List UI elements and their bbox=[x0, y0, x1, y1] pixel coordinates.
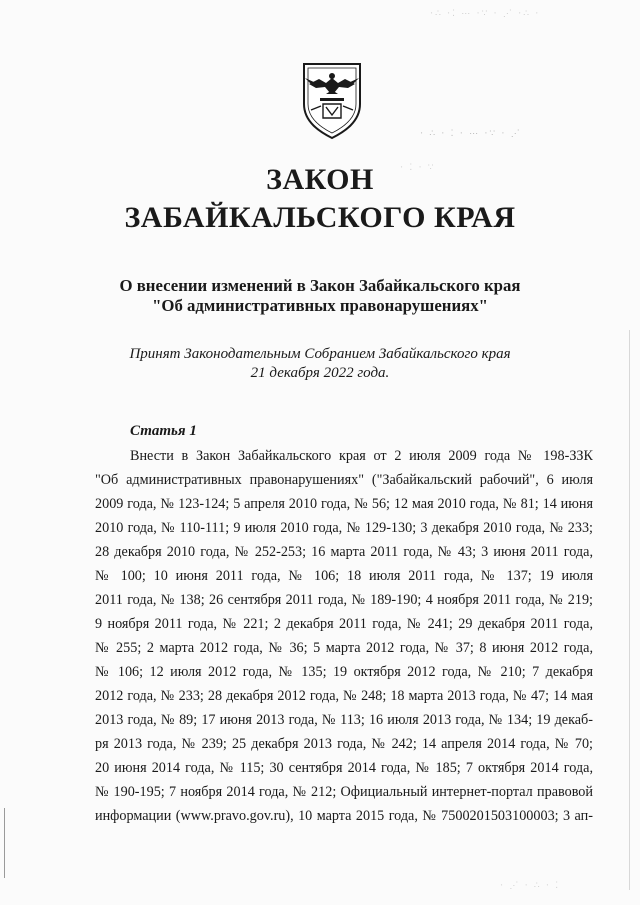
article-text-line: информации (www.pravo.gov.ru), 10 марта 2015 года, № 7500201503100003; 3 ап- bbox=[95, 808, 593, 824]
scan-margin-line bbox=[4, 808, 5, 878]
scan-noise: ⋅ ⁚ ⋅ ∵ bbox=[400, 162, 436, 172]
article-text-line: 20 июня 2014 года, № 115; 30 сентября 2014 года, № 185; 7 октября 2014 года, bbox=[95, 760, 593, 776]
scan-noise: ⋅ ⋰ ⋅ ∴ ⋅ ⁚ bbox=[500, 880, 561, 890]
article-text-line: ря 2013 года, № 239; 25 декабря 2013 года, № 242; 14 апреля 2014 года, № 70; bbox=[95, 736, 593, 752]
article-text-line: 2013 года, № 89; 17 июня 2013 года, № 113; 16 июля 2013 года, № 134; 19 декаб- bbox=[95, 712, 593, 728]
article-text-line: Внести в Закон Забайкальского края от 2 июля 2009 года № 198-ЗЗК bbox=[130, 448, 593, 464]
article-text-line: 2011 года, № 138; 26 сентября 2011 года, № 189-190; 4 ноября 2011 года, № 219; bbox=[95, 592, 593, 608]
article-text-line: № 190-195; 7 ноября 2014 года, № 212; Официальный интернет-портал правовой bbox=[95, 784, 593, 800]
article-text-line: № 255; 2 марта 2012 года, № 36; 5 марта 2012 года, № 37; 8 июня 2012 года, bbox=[95, 640, 593, 656]
zabaykalsky-krai-coat-of-arms-icon bbox=[299, 60, 365, 140]
law-title: ЗАКОН bbox=[266, 163, 374, 196]
law-region-title: ЗАБАЙКАЛЬСКОГО КРАЯ bbox=[124, 201, 516, 234]
law-subject-line-2: "Об административных правонарушениях" bbox=[152, 296, 488, 315]
scan-edge-line bbox=[629, 330, 630, 890]
law-subject-line-1: О внесении изменений в Закон Забайкальского края bbox=[119, 276, 521, 295]
article-heading: Статья 1 bbox=[130, 423, 197, 439]
article-text-line: № 106; 12 июля 2012 года, № 135; 19 октября 2012 года, № 210; 7 декабря bbox=[95, 664, 593, 680]
adoption-note-line-1: Принят Законодательным Собранием Забайкальского края bbox=[129, 346, 511, 362]
article-text-line: 28 декабря 2010 года, № 252-253; 16 марта 2011 года, № 43; 3 июня 2011 года, bbox=[95, 544, 593, 560]
article-text-line: № 100; 10 июня 2011 года, № 106; 18 июля 2011 года, № 137; 19 июля bbox=[95, 568, 593, 584]
scan-noise: ⋅ ∴ ⋅ ⁚ ⋅ ⋯ ⋅∵ ⋅ ⋰ bbox=[420, 128, 522, 138]
article-text-line: "Об административных правонарушениях" ("Забайкальский рабочий", 6 июля bbox=[95, 472, 593, 488]
article-text-line: 2010 года, № 110-111; 9 июля 2010 года, № 129-130; 3 декабря 2010 года, № 233; bbox=[95, 520, 593, 536]
scan-noise: ⋅∴ ⋅⁚ ⋯ ⋅∵ ⋅ ⋰ ⋅∴ ⋅ bbox=[430, 8, 541, 18]
article-text-line: 2009 года, № 123-124; 5 апреля 2010 года, № 56; 12 мая 2010 года, № 81; 14 июня bbox=[95, 496, 593, 512]
article-text-line: 2012 года, № 233; 28 декабря 2012 года, № 248; 18 марта 2013 года, № 47; 14 мая bbox=[95, 688, 593, 704]
article-text-line: 9 ноября 2011 года, № 221; 2 декабря 2011 года, № 241; 29 декабря 2011 года, bbox=[95, 616, 593, 632]
adoption-note-line-2: 21 декабря 2022 года. bbox=[250, 365, 390, 381]
